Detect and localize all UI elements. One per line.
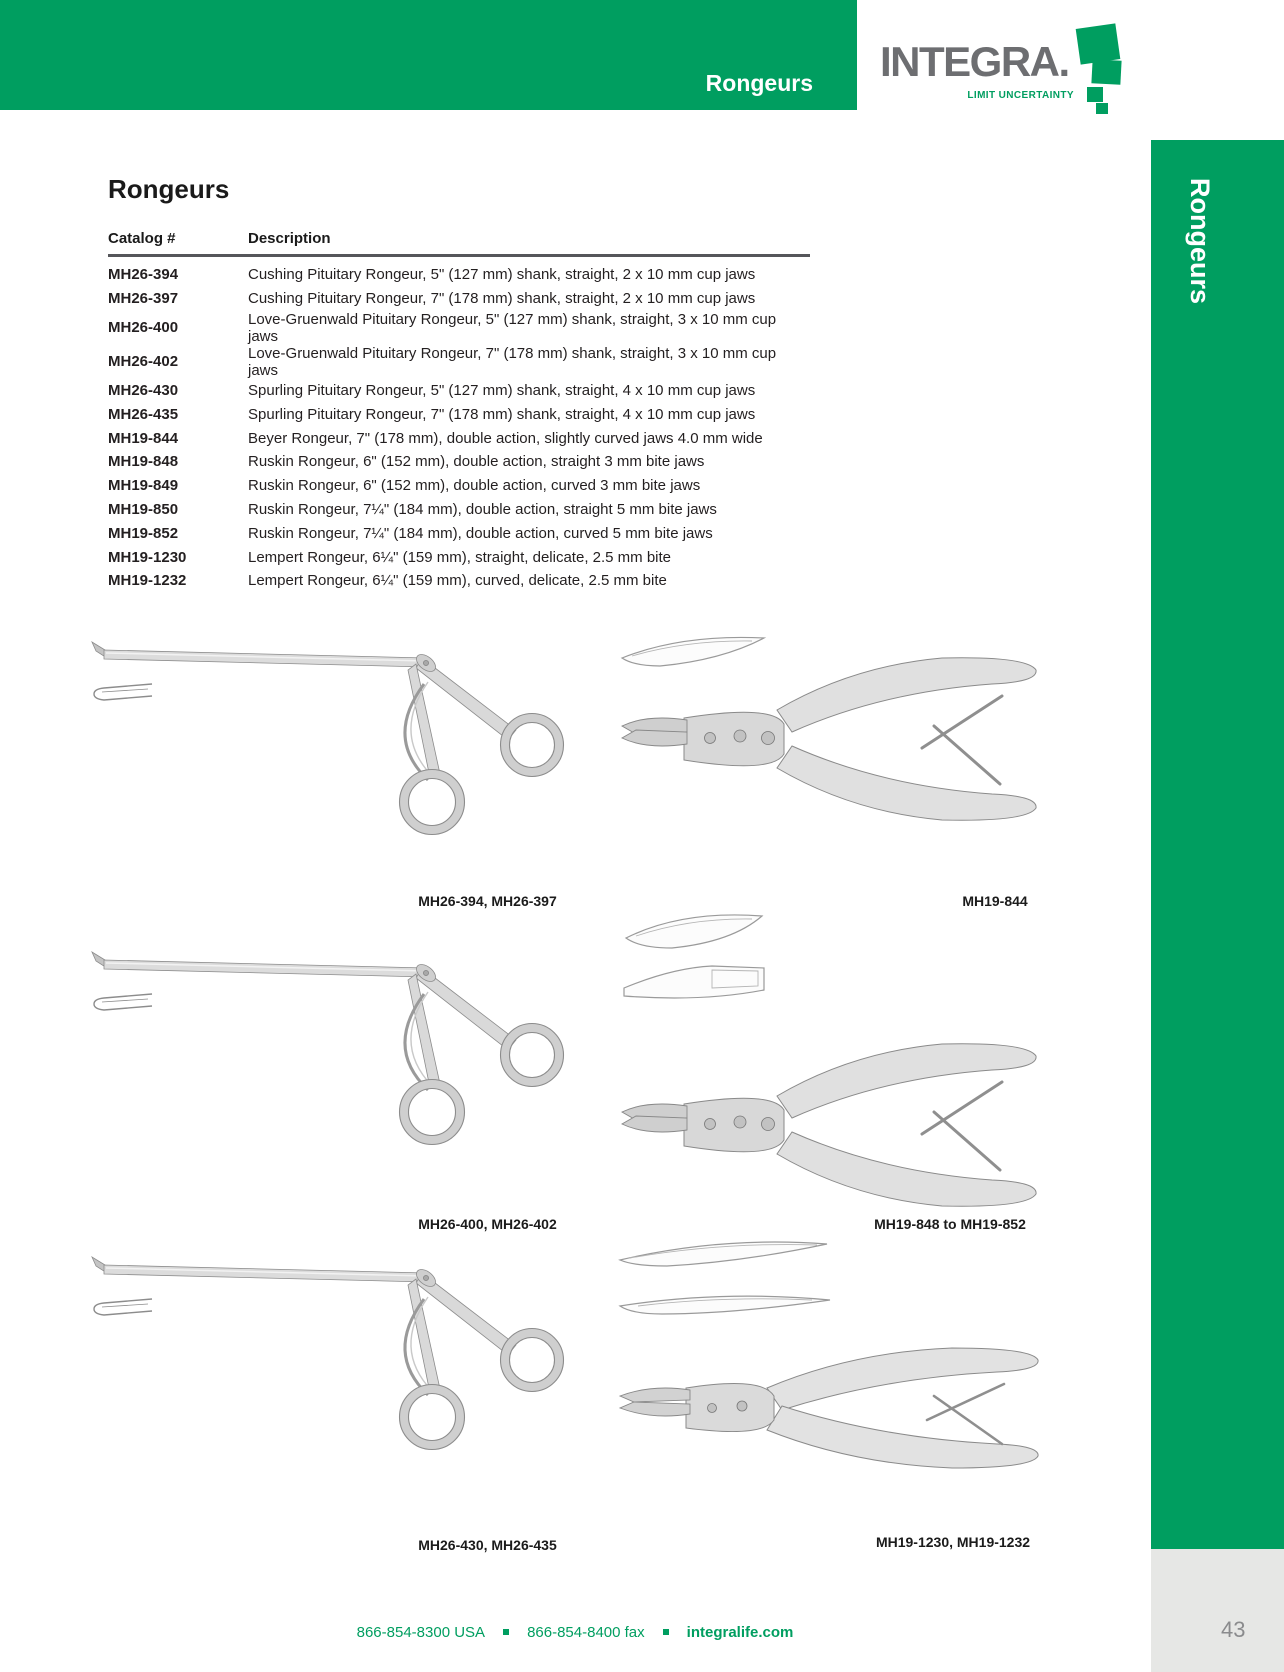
figure-caption: MH26-430, MH26-435 (418, 1537, 557, 1553)
column-header-catalog: Catalog # (108, 230, 176, 247)
figure-caption: MH26-400, MH26-402 (418, 1216, 557, 1232)
table-row (108, 498, 810, 522)
header-section-label: Rongeurs (705, 70, 813, 96)
catalog-number: MH26-402 (108, 353, 179, 371)
integra-logo-square-icon (1087, 87, 1103, 102)
integra-logo-square-icon (1076, 23, 1121, 64)
catalog-number: MH26-430 (108, 381, 179, 399)
catalog-number: MH26-435 (108, 405, 179, 423)
table-row (108, 521, 810, 545)
catalog-number: MH26-397 (108, 290, 179, 308)
integra-logo-square-icon (1091, 59, 1121, 84)
sidebar-tab (1151, 140, 1284, 1549)
table-row (108, 345, 810, 379)
catalog-number: MH19-844 (108, 429, 179, 447)
footer-fax: 866-854-8400 fax (527, 1624, 645, 1641)
figure-caption: MH19-1230, MH19-1232 (875, 1534, 1031, 1550)
lempert-rongeur-illustration (612, 1230, 1062, 1520)
figure-lempert-rongeur (612, 1230, 1062, 1520)
item-description: Love-Gruenwald Pituitary Rongeur, 7" (178 mm) shank, straight, 3 x 10 mm cup jaws (248, 344, 777, 379)
page-number: 43 (1221, 1617, 1246, 1642)
figure-pituitary-rongeur-2 (88, 938, 593, 1168)
catalog-number: MH19-852 (108, 524, 179, 542)
page-number-box (1151, 1549, 1284, 1672)
jaw-detail-inset (626, 915, 762, 948)
catalog-number: MH19-1232 (108, 572, 187, 590)
pituitary-rongeur-illustration (88, 1243, 593, 1473)
table-row (108, 311, 810, 345)
sidebar-section-label: Rongeurs (1185, 178, 1215, 305)
footer (0, 1624, 1150, 1641)
header-band (0, 0, 857, 110)
catalog-table (108, 230, 810, 593)
catalog-number: MH19-848 (108, 453, 179, 471)
table-row (108, 474, 810, 498)
catalog-number: MH19-850 (108, 500, 179, 518)
catalog-number: MH26-400 (108, 319, 179, 337)
integra-logo-square-icon (1096, 103, 1108, 114)
item-description: Ruskin Rongeur, 7¼" (184 mm), double action, straight 5 mm bite jaws (248, 500, 717, 518)
table-row (108, 256, 810, 287)
table-row (108, 426, 810, 450)
item-description: Beyer Rongeur, 7" (178 mm), double action, slightly curved jaws 4.0 mm wide (248, 429, 763, 447)
integra-logo-wordmark: INTEGRA. (880, 38, 1069, 85)
figure-caption: MH19-844 (962, 893, 1028, 909)
item-description: Spurling Pituitary Rongeur, 5" (127 mm) shank, straight, 4 x 10 mm cup jaws (248, 381, 756, 399)
pituitary-rongeur-illustration (88, 628, 593, 858)
figure-beyer-rongeur (612, 626, 1052, 876)
catalog-number: MH19-849 (108, 477, 179, 495)
item-description: Lempert Rongeur, 6¼" (159 mm), straight, delicate, 2.5 mm bite (248, 548, 672, 566)
footer-phone: 866-854-8300 USA (356, 1624, 486, 1641)
item-description: Ruskin Rongeur, 6" (152 mm), double action, straight 3 mm bite jaws (248, 453, 705, 471)
table-row (108, 545, 810, 569)
table-row (108, 379, 810, 403)
catalog-number: MH26-394 (108, 266, 179, 284)
jaw-detail-inset (620, 1296, 830, 1314)
item-description: Lempert Rongeur, 6¼" (159 mm), curved, delicate, 2.5 mm bite (248, 572, 667, 590)
item-description: Love-Gruenwald Pituitary Rongeur, 5" (127 mm) shank, straight, 3 x 10 mm cup jaws (248, 310, 777, 345)
ruskin-rongeur-illustration (612, 900, 1057, 1220)
figure-ruskin-rongeur (612, 900, 1057, 1220)
jaw-detail-inset (622, 637, 764, 666)
table-row (108, 569, 810, 593)
item-description: Ruskin Rongeur, 6" (152 mm), double action, curved 3 mm bite jaws (248, 477, 701, 495)
square-bullet-icon (503, 1629, 509, 1635)
table-row (108, 287, 810, 311)
integra-logo-tagline: LIMIT UNCERTAINTY (967, 90, 1074, 101)
figure-pituitary-rongeur-1 (88, 628, 593, 858)
figure-pituitary-rongeur-3 (88, 1243, 593, 1473)
square-bullet-icon (663, 1629, 669, 1635)
page-title: Rongeurs (108, 174, 230, 204)
table-row (108, 402, 810, 426)
footer-website: integralife.com (686, 1624, 794, 1641)
item-description: Cushing Pituitary Rongeur, 5" (127 mm) shank, straight, 2 x 10 mm cup jaws (248, 266, 756, 284)
table-header-row (108, 230, 810, 256)
column-header-description: Description (248, 230, 331, 247)
catalog-number: MH19-1230 (108, 548, 187, 566)
pituitary-rongeur-illustration (88, 938, 593, 1168)
item-description: Spurling Pituitary Rongeur, 7" (178 mm) shank, straight, 4 x 10 mm cup jaws (248, 405, 756, 423)
figure-caption: MH19-848 to MH19-852 (874, 1216, 1026, 1232)
beyer-rongeur-illustration (612, 626, 1052, 876)
table-row (108, 450, 810, 474)
item-description: Cushing Pituitary Rongeur, 7" (178 mm) shank, straight, 2 x 10 mm cup jaws (248, 290, 756, 308)
item-description: Ruskin Rongeur, 7¼" (184 mm), double action, curved 5 mm bite jaws (248, 524, 713, 542)
figure-caption: MH26-394, MH26-397 (418, 893, 557, 909)
jaw-detail-inset (620, 1242, 827, 1266)
